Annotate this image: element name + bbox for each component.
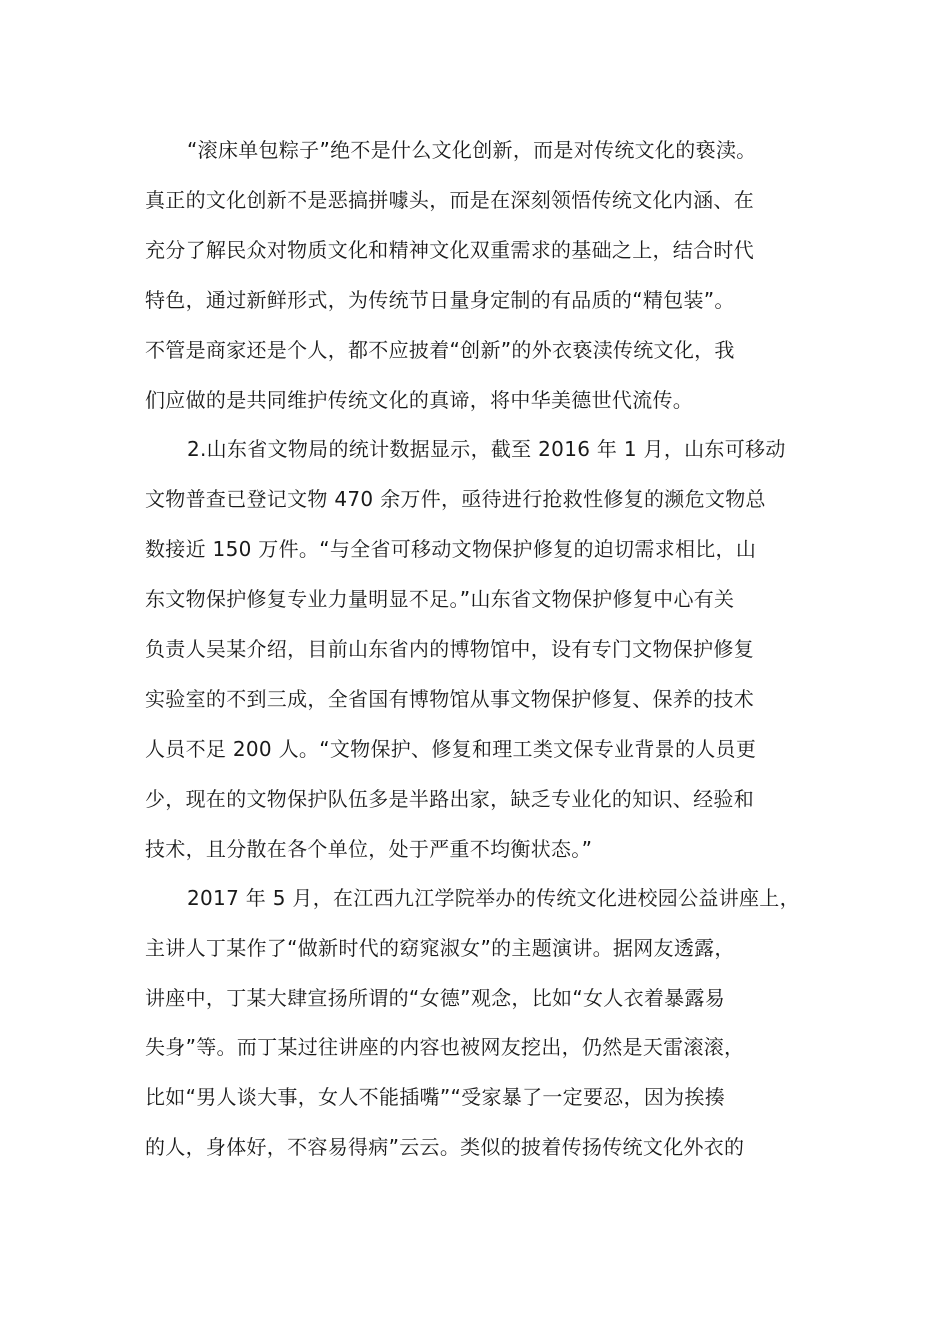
paragraph-1-line-1: “滚床单包粽子”绝不是什么文化创新，而是对传统文化的亵渎。 (187, 138, 757, 162)
paragraph-2-line-7: 人员不足 200 人。“文物保护、修复和理工类文保专业背景的人员更 (145, 737, 757, 761)
paragraph-2-line-2: 文物普查已登记文物 470 余万件，亟待进行抢救性修复的濒危文物总 (145, 487, 766, 511)
paragraph-1-line-5: 不管是商家还是个人，都不应披着“创新”的外衣亵渎传统文化，我 (145, 338, 735, 362)
paragraph-3-line-6: 的人，身体好，不容易得病”云云。类似的披着传扬传统文化外衣的 (145, 1135, 745, 1159)
paragraph-3-line-5: 比如“男人谈大事，女人不能插嘴”“受家暴了一定要忍，因为挨揍 (145, 1085, 726, 1109)
paragraph-3-line-1: 2017 年 5 月，在江西九江学院举办的传统文化进校园公益讲座上， (187, 886, 800, 910)
paragraph-3-line-3: 讲座中，丁某大肆宣扬所谓的“女德”观念，比如“女人衣着暴露易 (145, 986, 726, 1010)
paragraph-2-line-8: 少，现在的文物保护队伍多是半路出家，缺乏专业化的知识、经验和 (145, 787, 754, 811)
paragraph-2-line-5: 负责人吴某介绍，目前山东省内的博物馆中，设有专门文物保护修复 (145, 637, 754, 661)
paragraph-1-line-6: 们应做的是共同维护传统文化的真谛，将中华美德世代流传。 (145, 388, 694, 412)
paragraph-2-line-9: 技术，且分散在各个单位，处于严重不均衡状态。” (145, 837, 593, 861)
paragraph-1-line-4: 特色，通过新鲜形式，为传统节日量身定制的有品质的“精包装”。 (145, 288, 735, 312)
paragraph-1-line-2: 真正的文化创新不是恶搞拼噱头，而是在深刻领悟传统文化内涵、在 (145, 188, 754, 212)
paragraph-2-line-3: 数接近 150 万件。“与全省可移动文物保护修复的迫切需求相比，山 (145, 537, 757, 561)
paragraph-2-line-6: 实验室的不到三成，全省国有博物馆从事文物保护修复、保养的技术 (145, 687, 754, 711)
paragraph-2-line-1: 2.山东省文物局的统计数据显示，截至 2016 年 1 月，山东可移动 (187, 437, 786, 461)
paragraph-3-line-4: 失身”等。而丁某过往讲座的内容也被网友挖出，仍然是天雷滚滚， (145, 1035, 745, 1059)
paragraph-1-line-3: 充分了解民众对物质文化和精神文化双重需求的基础之上，结合时代 (145, 238, 754, 262)
paragraph-3-line-2: 主讲人丁某作了“做新时代的窈窕淑女”的主题演讲。据网友透露， (145, 936, 735, 960)
paragraph-2-line-4: 东文物保护修复专业力量明显不足。”山东省文物保护修复中心有关 (145, 587, 735, 611)
